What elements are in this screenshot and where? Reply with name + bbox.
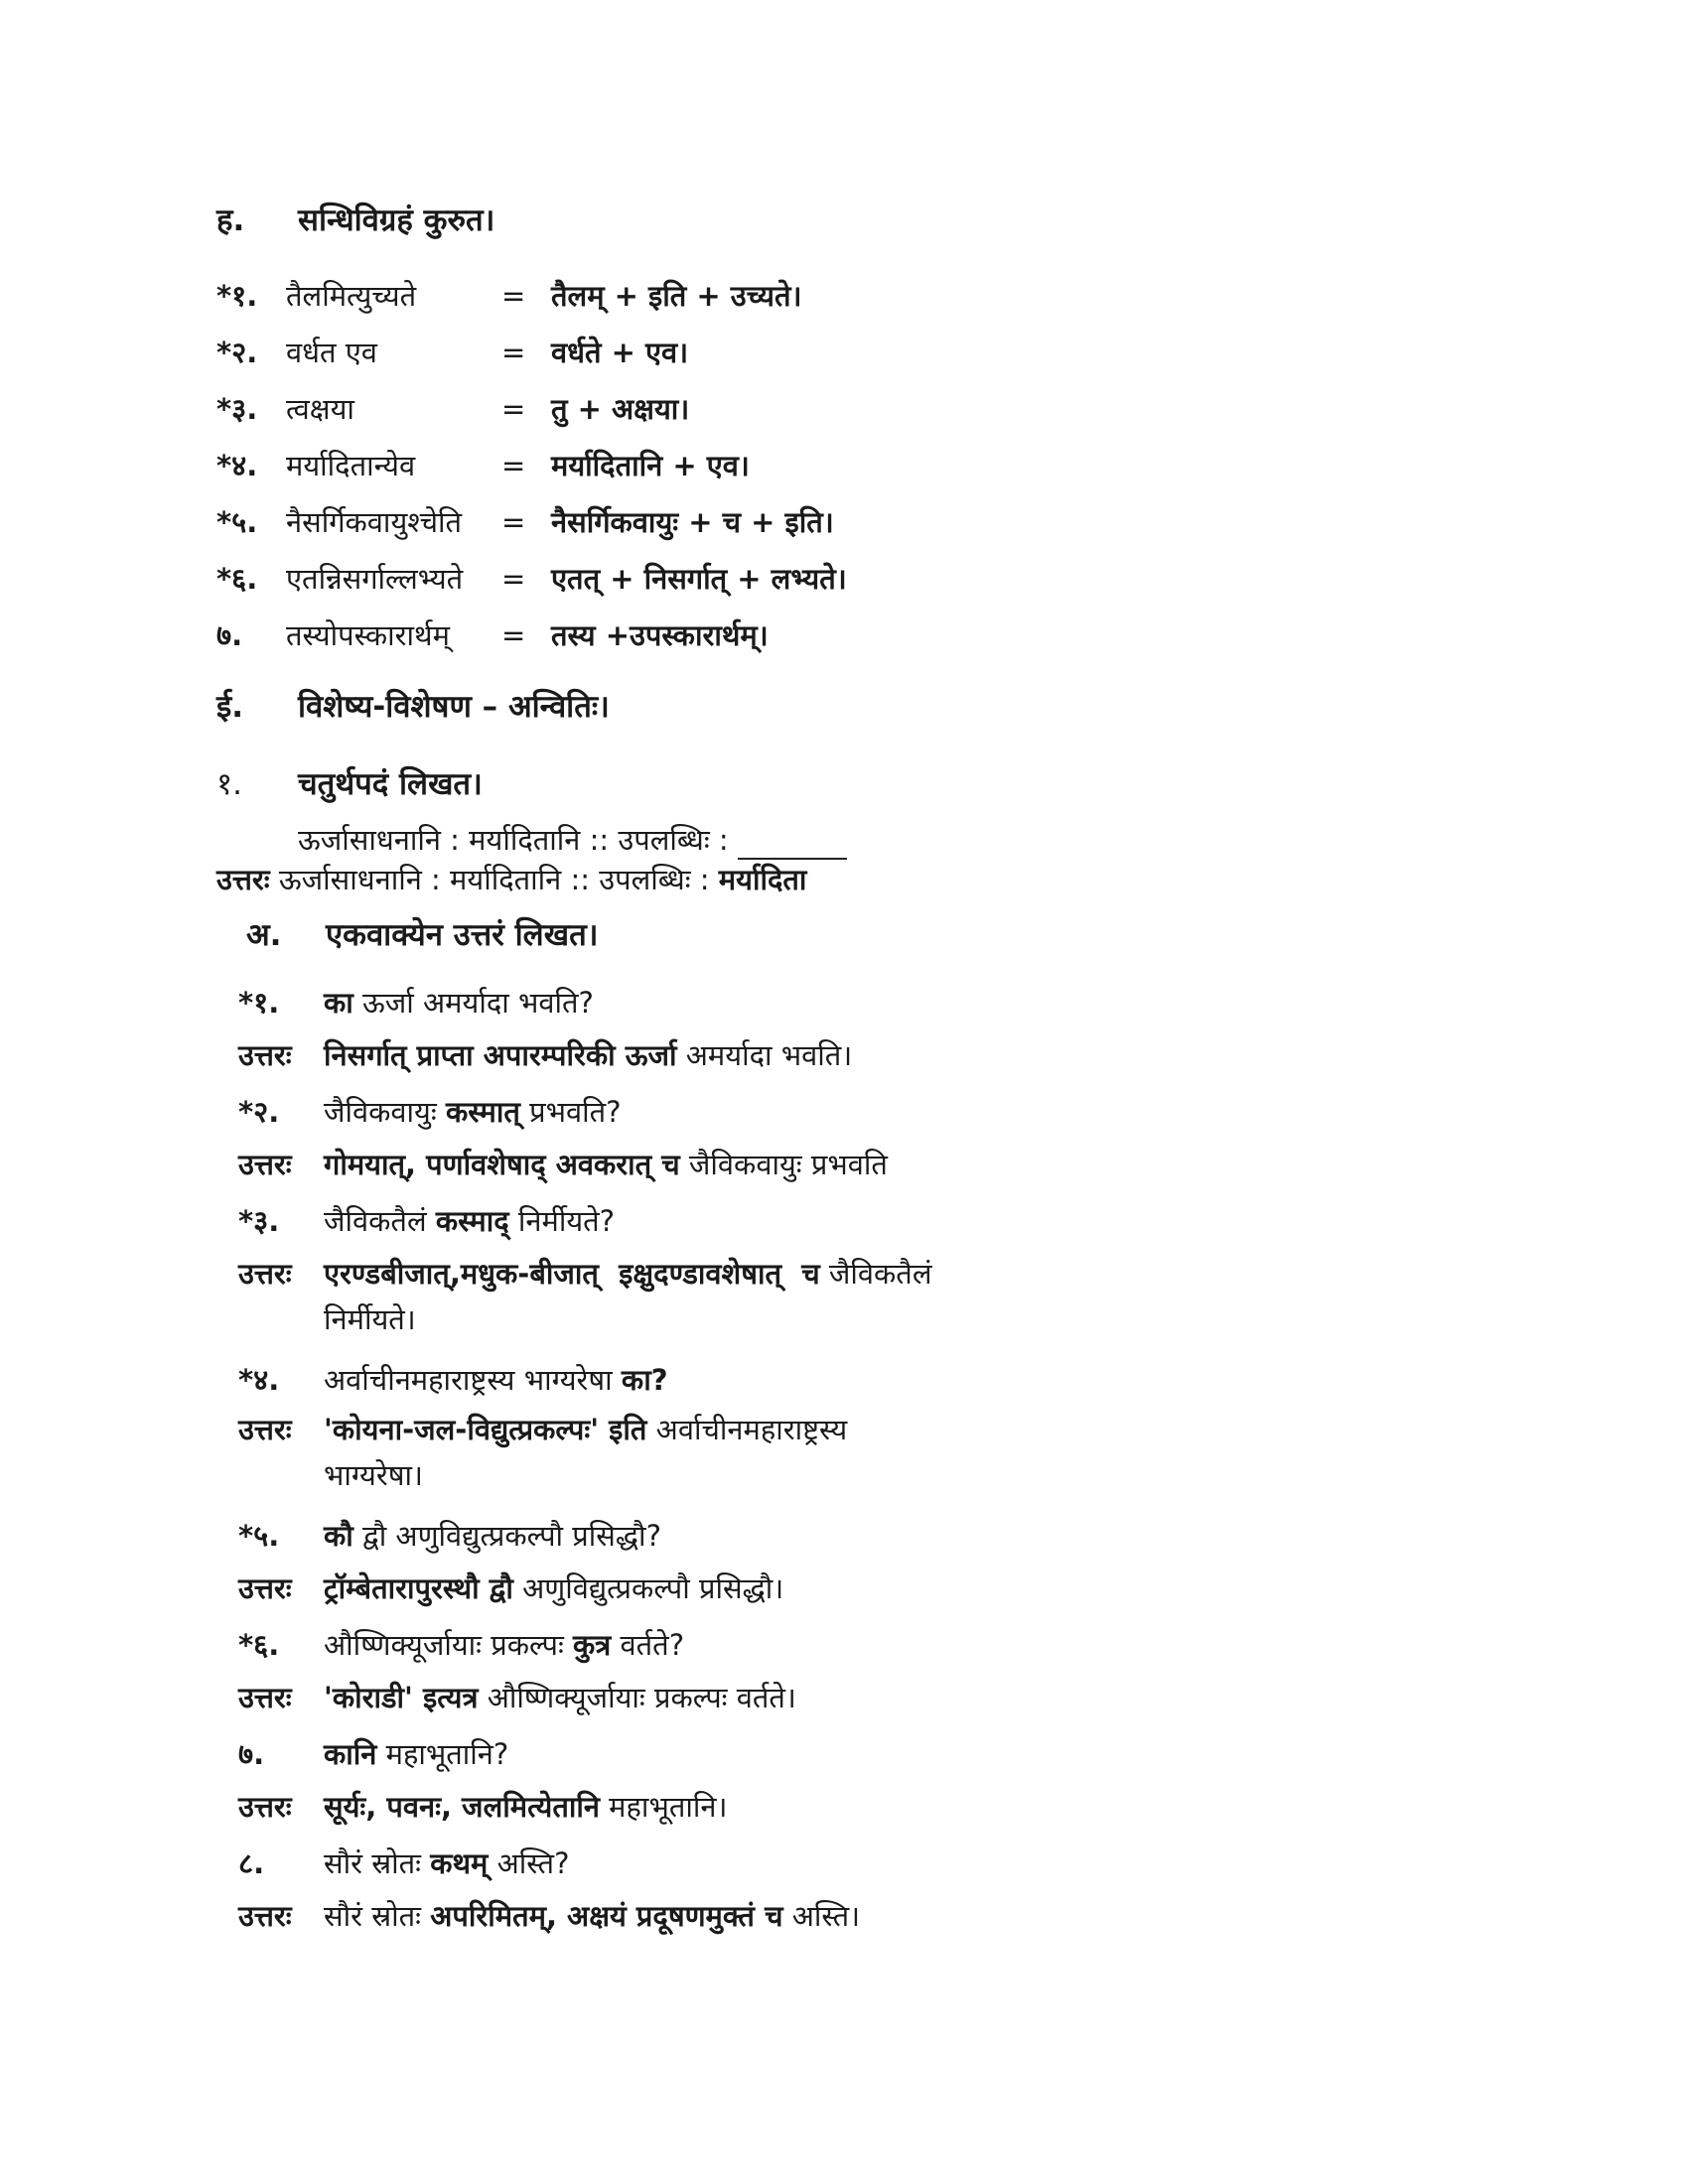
equals-sign: =	[501, 449, 526, 482]
answer-text: 'कोराडी' इत्यत्र औष्णिक्यूर्जायाः प्रकल्पः वर्तते।	[324, 1681, 796, 1714]
answer-label: उत्तरः	[216, 863, 270, 896]
answer-label: उत्तरः	[238, 1790, 292, 1824]
answer-label: उत्तरः	[238, 1571, 292, 1605]
answer-text: गोमयात्, पर्णावशेषाद् अवकरात् च जैविकवायुः प्रभवति	[324, 1148, 888, 1181]
equals-sign: =	[501, 618, 526, 652]
answer-blank	[738, 828, 847, 860]
answer-text: सौरं स्रोतः अपरिमितम्, अक्षयं प्रदूषणमुक्तं च अस्ति।	[324, 1899, 861, 1933]
analogy-answer	[216, 860, 806, 899]
sandhi-split: नैसर्गिकवायुः + च + इति।	[551, 505, 834, 539]
question-text: अर्वाचीनमहाराष्ट्रस्य भाग्यरेषा का?	[324, 1363, 668, 1397]
sandhi-split: तस्य +उपस्कारार्थम्।	[551, 618, 769, 652]
question-text: सौरं स्रोतः कथम् अस्ति?	[324, 1846, 570, 1880]
section-label: ह.	[216, 203, 245, 238]
section-label: १.	[216, 766, 242, 802]
answer-word: मर्यादिता	[718, 863, 807, 896]
answer-label: उत्तरः	[238, 1038, 292, 1072]
analogy-text: ऊर्जासाधनानि : मर्यादितानि :: उपलब्धिः :	[278, 863, 710, 896]
item-number: *२.	[216, 336, 258, 369]
item-number: *३.	[216, 392, 258, 426]
item-number: *१.	[216, 279, 258, 313]
sandhi-split: वर्धते + एव।	[551, 336, 689, 369]
item-number: *४.	[216, 449, 258, 482]
compound-word: तैलमित्युच्यते	[286, 279, 417, 313]
question-number: ७.	[238, 1737, 265, 1771]
answer-label: उत्तरः	[238, 1148, 292, 1181]
sandhi-split: एतत् + निसर्गात् + लभ्यते।	[551, 562, 847, 596]
question-text: औष्णिक्यूर्जायाः प्रकल्पः कुत्र वर्तते?	[324, 1628, 685, 1662]
compound-word: तस्योपस्कारार्थम्	[286, 618, 450, 652]
section-title: चतुर्थपदं लिखत।	[298, 766, 483, 802]
question-text: कानि महाभूतानि?	[324, 1737, 509, 1771]
question-number: *४.	[238, 1363, 280, 1397]
question-text: कौ द्वौ अणुविद्युत्प्रकल्पौ प्रसिद्धौ?	[324, 1519, 661, 1553]
question-number: ८.	[238, 1846, 265, 1880]
compound-word: नैसर्गिकवायुश्चेति	[286, 505, 463, 539]
question-number: *१.	[238, 986, 280, 1020]
section-title: विशेष्य-विशेषण – अन्वितिः।	[298, 689, 610, 725]
question-number: *२.	[238, 1095, 280, 1129]
section-title: एकवाक्येन उत्तरं लिखत।	[326, 917, 599, 953]
item-number: ७.	[216, 618, 243, 652]
sandhi-split: तु + अक्षया।	[551, 392, 690, 426]
analogy-question	[298, 820, 847, 860]
question-text: जैविकतैलं कस्माद् निर्मीयते?	[324, 1204, 616, 1238]
equals-sign: =	[501, 562, 526, 596]
question-text: जैविकवायुः कस्मात् प्रभवति?	[324, 1095, 622, 1129]
answer-text: 'कोयना-जल-विद्युत्प्रकल्पः' इति अर्वाचीनमहाराष्ट्रस्य भाग्यरेषा।	[324, 1413, 848, 1492]
question-number: *३.	[238, 1204, 280, 1238]
section-label: अ.	[246, 917, 282, 953]
compound-word: मर्यादितान्येव	[286, 449, 416, 482]
compound-word: वर्धत एव	[286, 336, 377, 369]
answer-label: उत्तरः	[238, 1413, 292, 1446]
sandhi-split: तैलम् + इति + उच्यते।	[551, 279, 802, 313]
sandhi-split: मर्यादितानि + एव।	[551, 449, 750, 482]
compound-word: एतन्निसर्गाल्लभ्यते	[286, 562, 464, 596]
equals-sign: =	[501, 505, 526, 539]
equals-sign: =	[501, 336, 526, 369]
answer-label: उत्तरः	[238, 1681, 292, 1714]
equals-sign: =	[501, 392, 526, 426]
answer-label: उत्तरः	[238, 1257, 292, 1291]
question-number: *५.	[238, 1519, 280, 1553]
answer-text: ट्रॉम्बेतारापुरस्थौ द्वौ अणुविद्युत्प्रकल्पौ प्रसिद्धौ।	[324, 1571, 784, 1605]
question-text: का ऊर्जा अमर्यादा भवति?	[324, 986, 594, 1020]
question-number: *६.	[238, 1628, 280, 1662]
answer-label: उत्तरः	[238, 1899, 292, 1933]
item-number: *६.	[216, 562, 258, 596]
answer-text: सूर्यः, पवनः, जलमित्येतानि महाभूतानि।	[324, 1790, 728, 1824]
answer-text: एरण्डबीजात्,मधुक-बीजात् इक्षुदण्डावशेषात् च जैविकतैलं निर्मीयते।	[324, 1257, 941, 1336]
item-number: *५.	[216, 505, 258, 539]
section-title: सन्धिविग्रहं कुरुत।	[298, 203, 495, 238]
analogy-text: ऊर्जासाधनानि : मर्यादितानि :: उपलब्धिः :	[298, 823, 729, 857]
equals-sign: =	[501, 279, 526, 313]
answer-text: निसर्गात् प्राप्ता अपारम्परिकी ऊर्जा अमर्यादा भवति।	[324, 1038, 853, 1072]
section-label: ई.	[216, 689, 243, 725]
compound-word: त्वक्षया	[286, 392, 354, 426]
